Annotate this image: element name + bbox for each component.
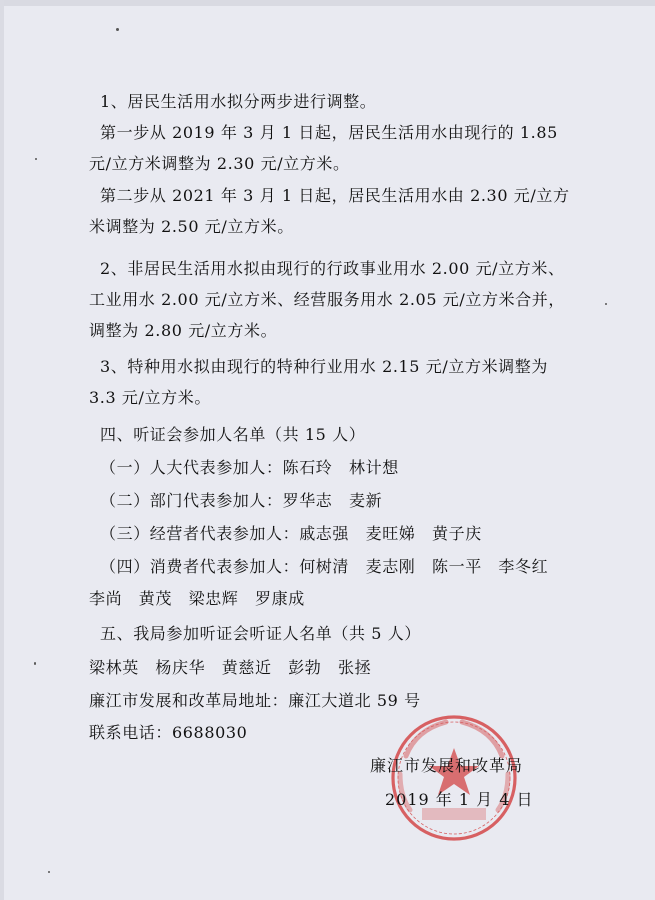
seal-text-mark	[406, 722, 446, 756]
paragraph-step-2: 第二步从 2021 年 3 月 1 日起，居民生活用水由 2.30 元/立方	[100, 186, 570, 205]
official-seal	[388, 712, 520, 844]
scan-edge-left	[0, 0, 4, 900]
section-4-heading: 四、听证会参加人名单（共 15 人）	[100, 425, 366, 444]
paragraph-item-3: 3、特种用水拟由现行的特种行业用水 2.15 元/立方米调整为	[100, 357, 548, 376]
scan-speck	[35, 158, 37, 160]
contact-phone: 联系电话：6688030	[89, 723, 248, 742]
scan-speck	[116, 28, 119, 31]
signature-org: 廉江市发展和改革局	[370, 756, 524, 775]
scan-speck	[34, 662, 36, 665]
paragraph-step-1: 第一步从 2019 年 3 月 1 日起，居民生活用水由现行的 1.85	[100, 123, 558, 142]
paragraph-step-1-cont: 元/立方米调整为 2.30 元/立方米。	[89, 154, 350, 173]
attendees-consumers-cont: 李尚 黄茂 梁忠辉 罗康成	[89, 589, 305, 608]
attendees-consumers: （四）消费者代表参加人：何树清 麦志刚 陈一平 李冬红	[100, 557, 549, 576]
bureau-address: 廉江市发展和改革局地址：廉江大道北 59 号	[89, 691, 421, 710]
seal-text-mark	[462, 722, 502, 756]
paragraph-step-2-cont: 米调整为 2.50 元/立方米。	[89, 217, 294, 236]
bureau-listeners: 梁林英 杨庆华 黄慈近 彭勃 张拯	[89, 658, 372, 677]
scan-speck	[48, 871, 50, 873]
scan-speck	[605, 303, 607, 305]
paragraph-item-2: 2、非居民生活用水拟由现行的行政事业用水 2.00 元/立方米、	[100, 259, 565, 278]
paragraph-item-2-cont: 工业用水 2.00 元/立方米、经营服务用水 2.05 元/立方米合并，	[89, 290, 565, 309]
signature-date: 2019 年 1 月 4 日	[385, 790, 534, 809]
attendees-operators: （三）经营者代表参加人：戚志强 麦旺娣 黄子庆	[100, 524, 482, 543]
attendees-department: （二）部门代表参加人：罗华志 麦新	[100, 491, 383, 510]
scan-edge-top	[0, 0, 655, 6]
attendees-npc: （一）人大代表参加人：陈石玲 林计想	[100, 458, 399, 477]
paragraph-item-3-cont: 3.3 元/立方米。	[89, 388, 211, 407]
paragraph-item-2-end: 调整为 2.80 元/立方米。	[89, 321, 278, 340]
section-5-heading: 五、我局参加听证会听证人名单（共 5 人）	[100, 624, 421, 643]
paragraph-item-1: 1、居民生活用水拟分两步进行调整。	[100, 92, 377, 111]
